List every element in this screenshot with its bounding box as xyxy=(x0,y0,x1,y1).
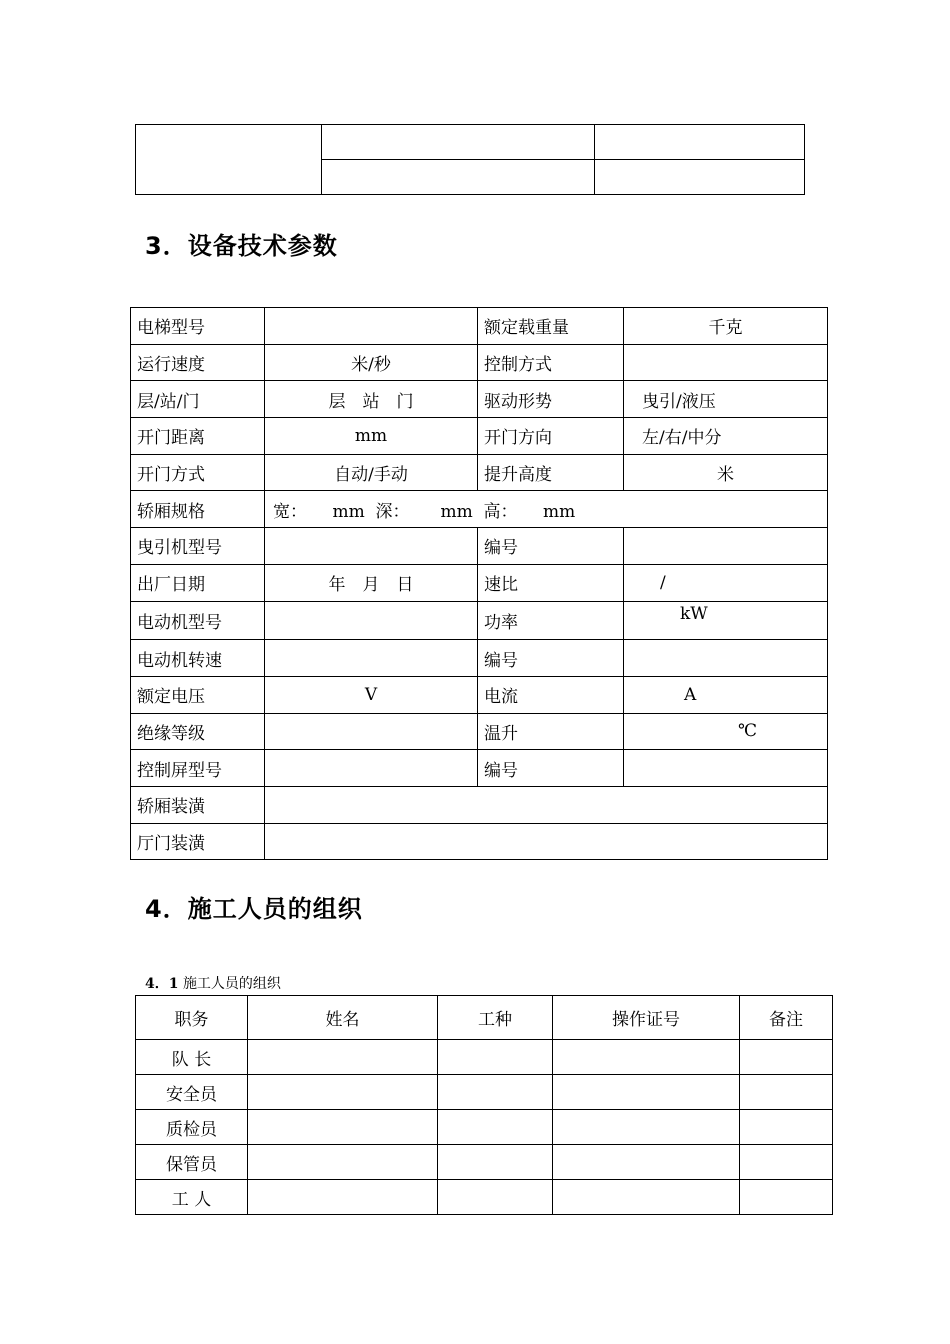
role-cell: 质检员 xyxy=(136,1110,248,1145)
table-cell xyxy=(740,1145,833,1180)
table-cell xyxy=(595,125,805,160)
table-row xyxy=(131,786,828,823)
param-value xyxy=(624,344,828,381)
param-label: 温升 xyxy=(478,713,624,750)
table-cell xyxy=(322,160,595,195)
param-value xyxy=(265,786,828,823)
table-row xyxy=(131,601,828,640)
param-value xyxy=(265,601,478,640)
table-cell xyxy=(438,1075,553,1110)
table-row xyxy=(131,564,828,601)
param-label: 运行速度 xyxy=(131,344,265,381)
table-row xyxy=(131,528,828,565)
param-label: 绝缘等级 xyxy=(131,713,265,750)
table-cell xyxy=(438,1180,553,1215)
table-row xyxy=(131,713,828,750)
column-header: 姓名 xyxy=(248,996,438,1040)
param-label: 出厂日期 xyxy=(131,564,265,601)
param-value: A xyxy=(624,676,828,713)
param-label: 层/站/门 xyxy=(131,381,265,418)
table-row xyxy=(136,1145,833,1180)
param-label: 提升高度 xyxy=(478,454,624,491)
param-value: kW xyxy=(624,601,828,640)
table-row xyxy=(136,1040,833,1075)
param-value: 千克 xyxy=(624,308,828,345)
column-header: 备注 xyxy=(740,996,833,1040)
param-label: 额定载重量 xyxy=(478,308,624,345)
param-value xyxy=(624,528,828,565)
param-value: 左/右/中分 xyxy=(624,418,828,455)
param-value: V xyxy=(265,676,478,713)
role-cell: 队 长 xyxy=(136,1040,248,1075)
table-row xyxy=(131,640,828,677)
table-cell xyxy=(136,125,322,195)
param-value xyxy=(265,640,478,677)
section-3-heading: 3．设备技术参数 xyxy=(145,232,338,260)
param-label: 开门距离 xyxy=(131,418,265,455)
param-label: 轿厢规格 xyxy=(131,491,265,528)
table-row xyxy=(131,381,828,418)
role-cell: 安全员 xyxy=(136,1075,248,1110)
table-cell xyxy=(595,160,805,195)
table-cell xyxy=(248,1040,438,1075)
table-cell xyxy=(553,1110,740,1145)
table-cell xyxy=(248,1180,438,1215)
table-row xyxy=(131,750,828,787)
param-value xyxy=(265,528,478,565)
param-label: 速比 xyxy=(478,564,624,601)
param-label: 电梯型号 xyxy=(131,308,265,345)
table-cell xyxy=(248,1075,438,1110)
param-value: 年 月 日 xyxy=(265,564,478,601)
table-row xyxy=(131,344,828,381)
table-cell xyxy=(740,1040,833,1075)
param-label: 功率 xyxy=(478,601,624,640)
caption-text: 施工人员的组织 xyxy=(182,976,281,992)
param-value xyxy=(265,308,478,345)
equipment-parameters-table xyxy=(130,307,828,860)
param-label: 电动机型号 xyxy=(131,601,265,640)
param-label: 开门方向 xyxy=(478,418,624,455)
table-row xyxy=(136,1110,833,1145)
param-value xyxy=(624,640,828,677)
table-cell xyxy=(553,1180,740,1215)
table-cell xyxy=(438,1110,553,1145)
table-cell xyxy=(740,1110,833,1145)
param-label: 电动机转速 xyxy=(131,640,265,677)
param-label: 驱动形势 xyxy=(478,381,624,418)
role-cell: 工 人 xyxy=(136,1180,248,1215)
table-row xyxy=(131,491,828,528)
param-label: 编号 xyxy=(478,640,624,677)
param-label: 编号 xyxy=(478,528,624,565)
param-label: 厅门装潢 xyxy=(131,823,265,860)
param-value xyxy=(265,750,478,787)
param-value xyxy=(624,750,828,787)
table-header-row xyxy=(136,996,833,1040)
param-value: ℃ xyxy=(624,713,828,750)
param-value: 宽： mm 深： mm 高： mm xyxy=(265,491,828,528)
param-value: 自动/手动 xyxy=(265,454,478,491)
table-cell xyxy=(438,1040,553,1075)
table-cell xyxy=(553,1075,740,1110)
param-value xyxy=(265,713,478,750)
table-cell xyxy=(553,1145,740,1180)
table-cell xyxy=(740,1180,833,1215)
table-cell xyxy=(322,125,595,160)
caption-number: 4．1 xyxy=(145,976,179,992)
param-value: 米/秒 xyxy=(265,344,478,381)
table-cell xyxy=(553,1040,740,1075)
table-cell xyxy=(248,1145,438,1180)
table-cell xyxy=(438,1145,553,1180)
param-value xyxy=(265,823,828,860)
param-label: 轿厢装潢 xyxy=(131,786,265,823)
table-cell xyxy=(248,1110,438,1145)
table-row xyxy=(131,823,828,860)
param-label: 电流 xyxy=(478,676,624,713)
table-cell xyxy=(740,1075,833,1110)
param-label: 额定电压 xyxy=(131,676,265,713)
table-row xyxy=(131,308,828,345)
param-value: 层 站 门 xyxy=(265,381,478,418)
table-row xyxy=(131,454,828,491)
param-label: 曳引机型号 xyxy=(131,528,265,565)
column-header: 职务 xyxy=(136,996,248,1040)
section-4-heading: 4．施工人员的组织 xyxy=(145,895,363,923)
param-label: 控制方式 xyxy=(478,344,624,381)
param-label: 控制屏型号 xyxy=(131,750,265,787)
param-label: 编号 xyxy=(478,750,624,787)
column-header: 操作证号 xyxy=(553,996,740,1040)
staff-organization-table xyxy=(135,995,833,1215)
param-value: mm xyxy=(265,418,478,455)
table-row xyxy=(136,1075,833,1110)
table-caption xyxy=(145,973,281,993)
param-value: 曳引/液压 xyxy=(624,381,828,418)
role-cell: 保管员 xyxy=(136,1145,248,1180)
table-row xyxy=(136,1180,833,1215)
column-header: 工种 xyxy=(438,996,553,1040)
top-partial-table xyxy=(135,124,805,195)
table-row xyxy=(131,676,828,713)
param-value: 米 xyxy=(624,454,828,491)
table-row xyxy=(131,418,828,455)
param-value: / xyxy=(624,564,828,601)
param-label: 开门方式 xyxy=(131,454,265,491)
